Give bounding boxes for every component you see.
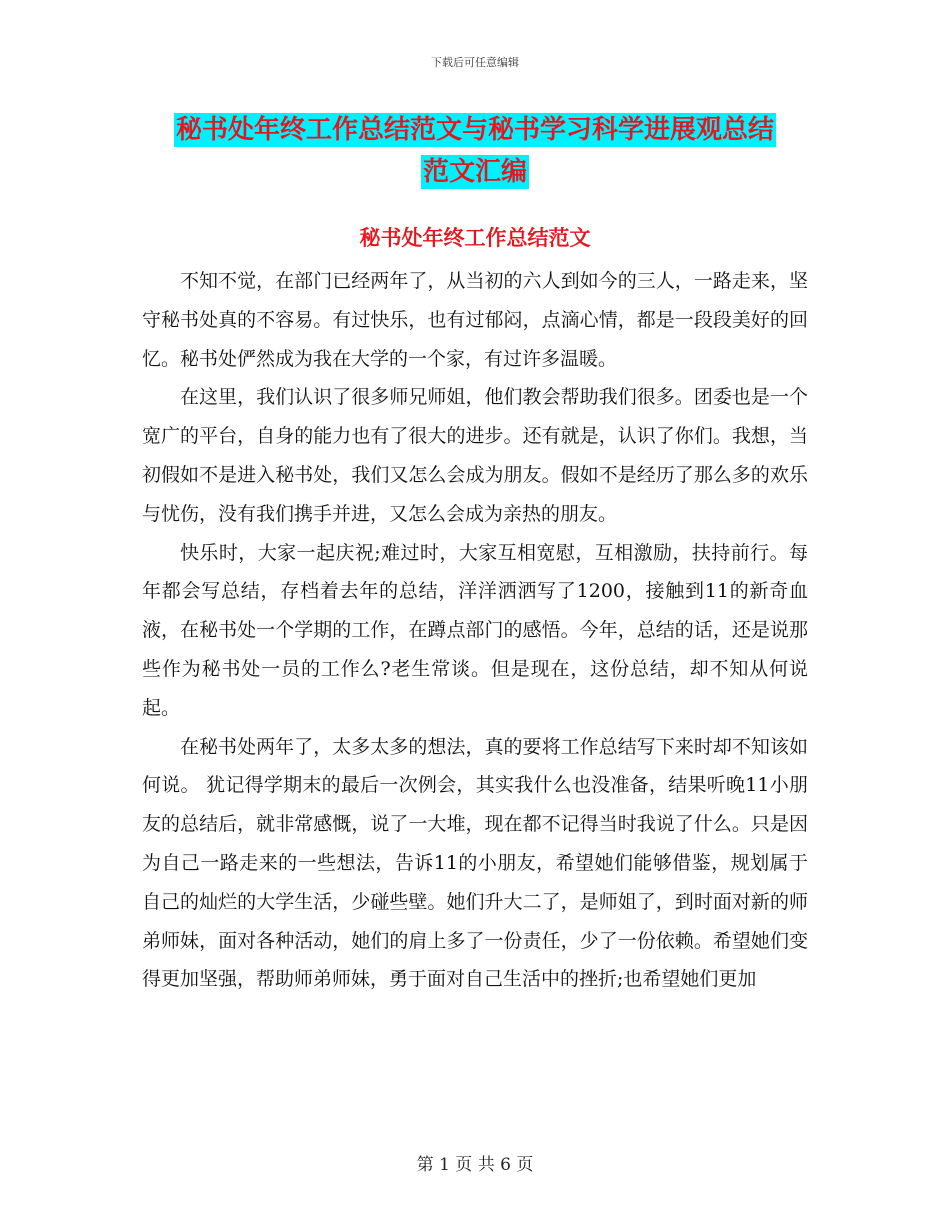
header-note: 下载后可任意编辑 (431, 56, 519, 69)
paragraph: 在秘书处两年了，太多太多的想法，真的要将工作总结写下来时却不知该如何说。 犹记得学期末的最后一次例会，其实我什么也没准备，结果听晚11小朋友的总结后，就非常感慨，说了一大堆，现在都不记得当时我说了什么。只是因为自己一路走来的一些想法，告诉11的小朋友，希望她们能够借鉴，规划属于自己的灿烂的大学生活，少碰些壁。她们升大二了，是师姐了，到时面对新的师弟师妹，面对各种活动，她们的肩上多了一份责任，少了一份依赖。希望她们变得更加坚强，帮助师弟师妹，勇于面对自己生活中的挫折;也希望她们更加 (142, 735, 808, 991)
document-title-line-1 (0, 111, 950, 149)
document-title-line-2 (0, 153, 950, 191)
paragraph: 不知不觉，在部门已经两年了，从当初的六人到如今的三人，一路走来，坚守秘书处真的不容易。有过快乐，也有过郁闷，点滴心情，都是一段段美好的回忆。秘书处俨然成为我在大学的一个家，有过许多温暖。 (142, 270, 808, 370)
paragraph: 快乐时，大家一起庆祝;难过时，大家互相宽慰，互相激励，扶持前行。每年都会写总结，存档着去年的总结，洋洋洒洒写了1200，接触到11的新奇血液，在秘书处一个学期的工作，在蹲点部门的感悟。今年，总结的话，还是说那些作为秘书处一员的工作么?老生常谈。但是现在，这份总结，却不知从何说起。 (142, 541, 808, 719)
section-heading: 秘书处年终工作总结范文 (359, 226, 591, 250)
document-title-text-1: 秘书处年终工作总结范文与秘书学习科学进展观总结 (175, 115, 774, 145)
page-footer: 第 1 页 共 6 页 (416, 1155, 534, 1175)
document-body (142, 262, 808, 999)
document-title-text-2: 范文汇编 (422, 157, 527, 187)
paragraph: 在这里，我们认识了很多师兄师姐，他们教会帮助我们很多。团委也是一个宽广的平台，自身的能力也有了很大的进步。还有就是，认识了你们。我想，当初假如不是进入秘书处，我们又怎么会成为朋友。假如不是经历了那么多的欢乐与忧伤，没有我们携手并进，又怎么会成为亲热的朋友。 (142, 386, 808, 525)
